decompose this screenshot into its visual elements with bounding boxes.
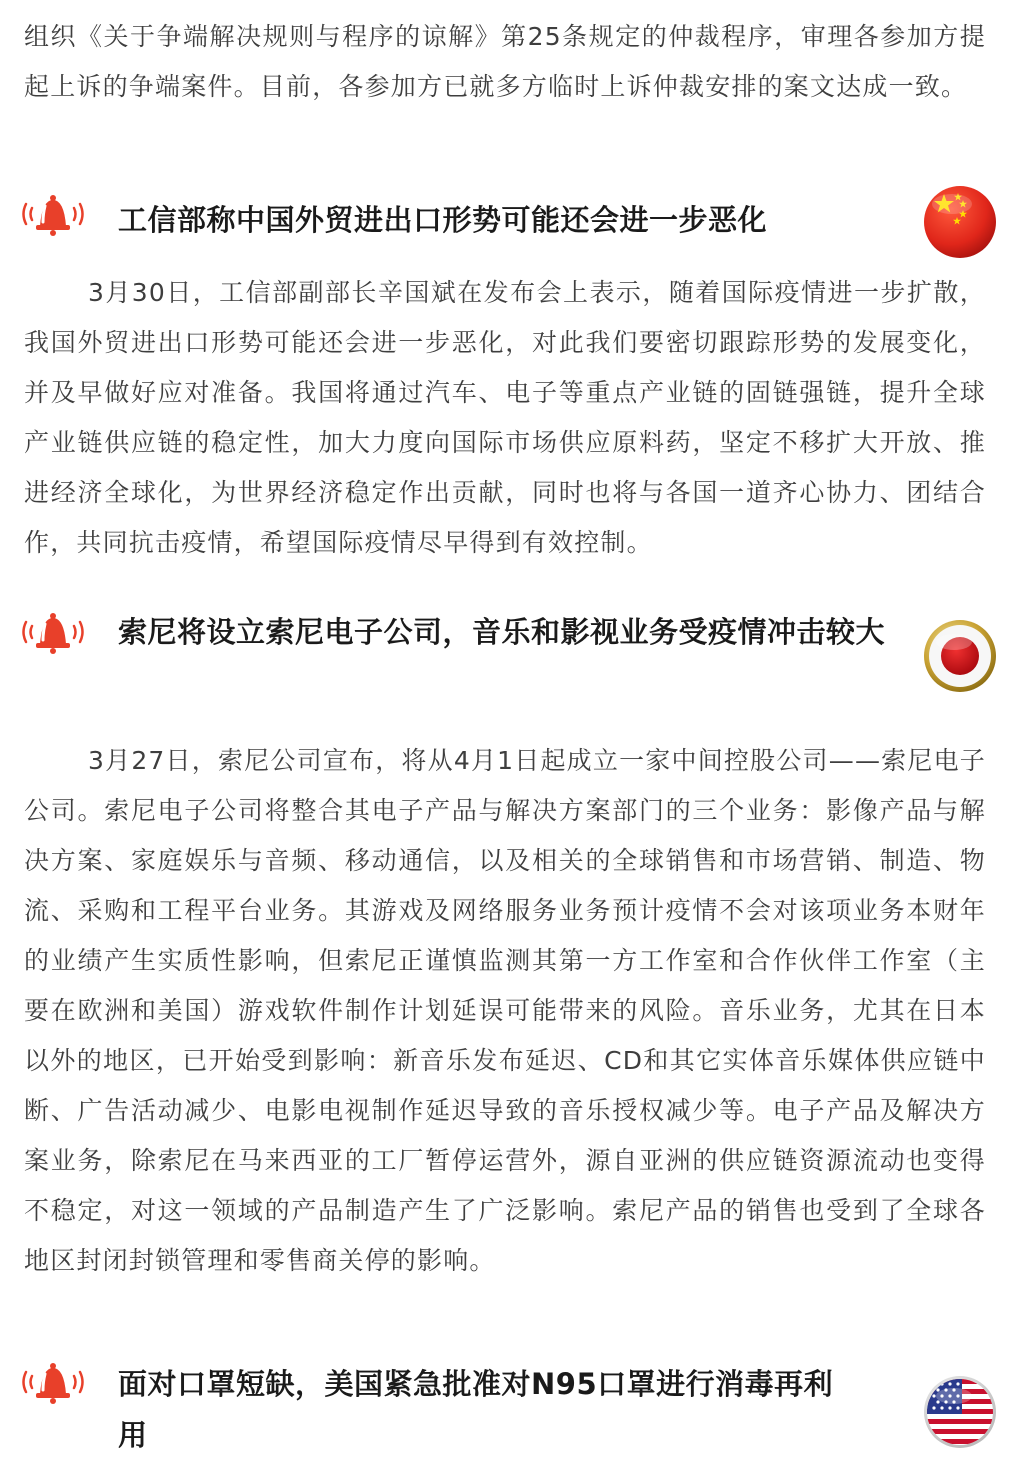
article-header-japan [0, 600, 1028, 710]
alarm-bell-icon [18, 610, 88, 654]
alarm-bell-icon [18, 192, 88, 236]
usa-flag-icon [922, 1374, 998, 1450]
alarm-bell-icon [18, 1360, 88, 1404]
article-headline: 面对口罩短缺，美国紧急批准对N95口罩进行消毒再利用 [118, 1367, 834, 1452]
japan-flag-icon [922, 618, 998, 694]
article-headline: 工信部称中国外贸进出口形势可能还会进一步恶化 [118, 203, 768, 237]
intro-paragraph: 组织《关于争端解决规则与程序的谅解》第25条规定的仲裁程序，审理各参加方提起上诉的争端案件。目前，各参加方已就多方临时上诉仲裁安排的案文达成一致。 [24, 22, 986, 101]
article-body: 3月30日，工信部副部长辛国斌在发布会上表示，随着国际疫情进一步扩散，我国外贸进出口形势可能还会进一步恶化，对此我们要密切跟踪形势的发展变化，并及早做好应对准备。我国将通过汽车、电子等重点产业链的固链强链，提升全球产业链供应链的稳定性，加大力度向国际市场供应原料药，坚定不移扩大开放、推进经济全球化，为世界经济稳定作出贡献，同时也将与各国一道齐心协力、团结合作，共同抗击疫情，希望国际疫情尽早得到有效控制。 [24, 278, 986, 557]
article-header-usa [0, 1350, 1028, 1465]
article-header-china [0, 180, 1028, 260]
china-flag-icon [922, 184, 998, 260]
article-body: 3月27日，索尼公司宣布，将从4月1日起成立一家中间控股公司——索尼电子公司。索尼电子公司将整合其电子产品与解决方案部门的三个业务：影像产品与解决方案、家庭娱乐与音频、移动通信，以及相关的全球销售和市场营销、制造、物流、采购和工程平台业务。其游戏及网络服务业务预计疫情不会对该项业务本财年的业绩产生实质性影响，但索尼正谨慎监测其第一方工作室和合作伙伴工作室（主要在欧洲和美国）游戏软件制作计划延误可能带来的风险。音乐业务，尤其在日本以外的地区，已开始受到影响：新音乐发布延迟、CD和其它实体音乐媒体供应链中断、广告活动减少、电影电视制作延迟导致的音乐授权减少等。电子产品及解决方案业务，除索尼在马来西亚的工厂暂停运营外，源自亚洲的供应链资源流动也变得不稳定，对这一领域的产品制造产生了广泛影响。索尼产品的销售也受到了全球各地区封闭封锁管理和零售商关停的影响。 [24, 746, 986, 1275]
article-headline: 索尼将设立索尼电子公司，音乐和影视业务受疫情冲击较大 [118, 615, 886, 649]
